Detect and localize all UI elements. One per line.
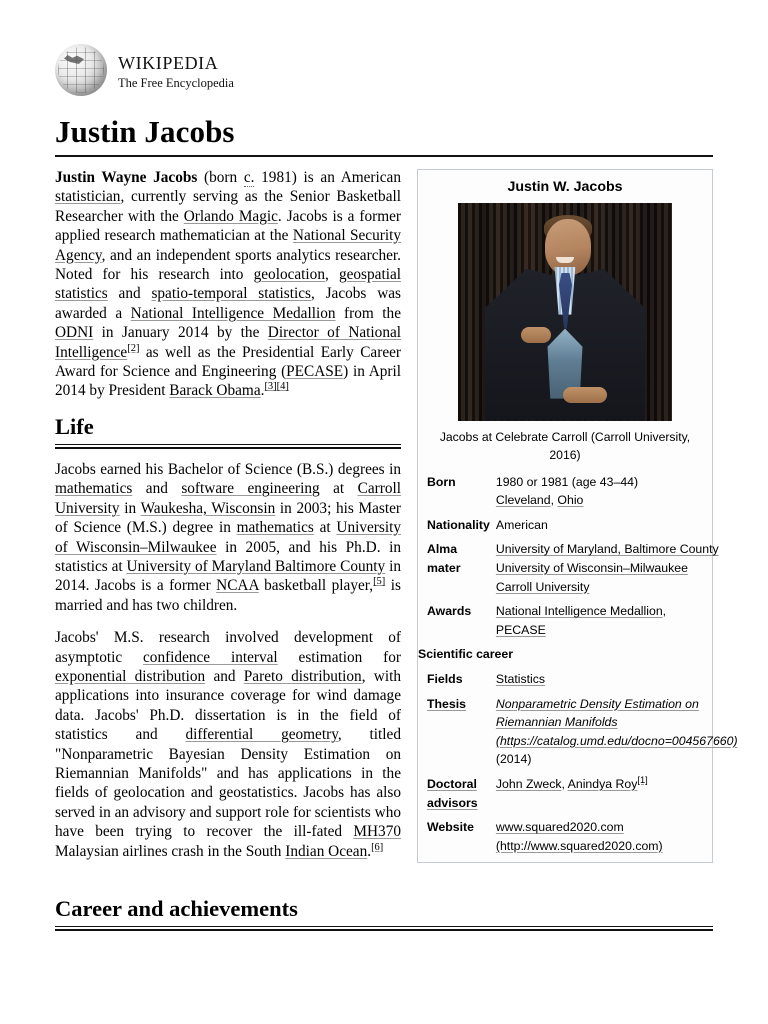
link-geospatial-statistics[interactable]: geospatial statistics (55, 266, 401, 303)
life-p1-t5: in 2003; his Master of Science (M.S.) degree in (55, 499, 401, 537)
link-exponential-distribution[interactable]: exponential distribution (55, 667, 206, 685)
alma-mater-link-3[interactable]: Carroll University (495, 579, 590, 594)
link-mh370[interactable]: MH370 (353, 823, 401, 841)
section-heading-career: Career and achievements (55, 896, 298, 921)
infobox-caption: Jacobs at Celebrate Carroll (Carroll University, 2016) (439, 429, 691, 462)
subject-name: Justin Wayne Jacobs (55, 169, 198, 186)
infobox-row-awards (418, 599, 747, 642)
wikipedia-globe-icon[interactable] (55, 44, 107, 96)
reference-marker-5[interactable]: [6] (371, 841, 384, 853)
reference-marker-3[interactable]: [3][4] (264, 381, 289, 393)
link-mathematics-1[interactable]: mathematics (55, 480, 133, 498)
link-indian-ocean[interactable]: Indian Ocean (285, 842, 368, 860)
life-p2-t6: Malaysian airlines crash in the South (55, 842, 286, 860)
infobox-value-alma-mater (496, 537, 747, 599)
link-umbc[interactable]: University of Maryland Baltimore County (126, 557, 386, 575)
infobox-value-born (496, 470, 747, 513)
award-separator: , (662, 604, 667, 619)
link-uw-milwaukee[interactable]: University of Wisconsin–Milwaukee (55, 519, 401, 556)
section-heading-life: Life (55, 413, 94, 439)
award-link-2[interactable]: PECASE (495, 622, 546, 637)
infobox-value-awards (496, 599, 747, 642)
lead-paragraph (55, 168, 401, 401)
infobox-value-fields (496, 667, 747, 692)
life-p1-t8: in 2014. Jacobs is a former (55, 557, 401, 595)
website-link[interactable]: www.squared2020.com (495, 820, 624, 835)
infobox-label-awards: Awards (427, 604, 472, 619)
link-pecase[interactable]: PECASE (286, 363, 344, 381)
link-software-engineering[interactable]: software engineering (181, 480, 320, 498)
link-national-security-agency[interactable]: National Security Agency (55, 227, 401, 264)
site-wordmark[interactable] (118, 44, 234, 91)
infobox-row-thesis (418, 692, 747, 772)
career-section-container (55, 874, 713, 931)
infobox-value-doctoral-advisors (496, 772, 747, 815)
infobox-label-alma-mater: Alma mater (427, 542, 461, 575)
infobox-label-fields: Fields (427, 671, 463, 686)
link-director-of-national-intelligence[interactable]: Director of National Intelligence (55, 324, 401, 361)
life-p1-t7: in 2005, and his Ph.D. in statistics at (55, 538, 401, 575)
born-separator: , (550, 493, 558, 508)
infobox-label-doctoral-advisors (418, 772, 496, 815)
reference-marker-2[interactable]: [2] (127, 342, 140, 354)
infobox-value-nationality: American (495, 517, 548, 532)
life-p1-t9: basketball player, (258, 577, 374, 595)
link-pareto-distribution[interactable]: Pareto distribution (243, 667, 362, 685)
infobox-image-container (418, 203, 712, 421)
lead-t4: . Jacobs is a former applied research mathematician at the (55, 207, 401, 245)
link-ncaa[interactable]: NCAA (216, 577, 259, 595)
infobox-row-doctoral-advisors (418, 772, 747, 815)
lead-t3: , currently serving as the Senior Basketball Researcher with the (55, 188, 401, 225)
website-url[interactable]: (http://www.squared2020.com) (495, 838, 663, 853)
advisor-link-2[interactable]: Anindya Roy (567, 776, 638, 791)
life-p1-t1: Jacobs earned his Bachelor of Science (B.S.) degrees in (55, 460, 401, 478)
infobox-photo[interactable] (458, 203, 672, 421)
reference-marker-1[interactable]: [1] (637, 774, 648, 785)
section-divider-career (55, 926, 713, 931)
lead-t7: and (107, 285, 152, 303)
life-p1-t3: at (319, 480, 358, 498)
article-text-column (55, 168, 401, 874)
thesis-title[interactable]: Nonparametric Density Estimation on Riemannian Manifolds (495, 696, 699, 730)
lead-t8: , Jacobs was awarded a (55, 285, 401, 322)
site-masthead (55, 44, 713, 102)
life-p2-t2: estimation for (277, 648, 401, 666)
link-national-intelligence-medallion[interactable]: National Intelligence Medallion (130, 304, 336, 322)
link-odni[interactable]: ODNI (55, 324, 94, 342)
section-divider-life (55, 444, 401, 449)
life-p2-t1: Jacobs' M.S. research involved development of asymptotic (55, 629, 401, 666)
life-p2-t4: , with applications into insurance coverage for wind damage data. Jacobs' Ph.D. dissertation is in the field of statistics and (55, 667, 401, 744)
thesis-year: (2014) (495, 752, 532, 767)
life-p2-t3: and (205, 667, 244, 685)
lead-t2: 1981) is an American (254, 169, 401, 186)
link-orlando-magic[interactable]: Orlando Magic (183, 207, 278, 225)
link-geolocation[interactable]: geolocation (253, 266, 325, 284)
born-state-link[interactable]: Ohio (557, 493, 584, 508)
photo-smile (556, 257, 574, 263)
infobox-section-header-row (418, 642, 747, 667)
lead-t1: (born (197, 169, 244, 186)
reference-marker-4[interactable]: [5] (373, 576, 386, 588)
thesis-label-link[interactable]: Thesis (427, 696, 466, 711)
link-spatio-temporal-statistics[interactable]: spatio-temporal statistics (151, 285, 311, 303)
photo-head (545, 219, 591, 275)
alma-mater-link-2[interactable]: University of Wisconsin–Milwaukee (495, 560, 688, 575)
infobox-title: Justin W. Jacobs (507, 179, 623, 195)
page-title: Justin Jacobs (55, 114, 235, 149)
link-differential-geometry[interactable]: differential geometry (185, 726, 338, 744)
title-divider (55, 155, 713, 157)
photo-hand-left (521, 327, 551, 343)
life-paragraph-1 (55, 460, 401, 615)
link-statistician[interactable]: statistician (55, 188, 121, 206)
lead-t11: as well as the Presidential Early Career Award for Science and Engineering ( (55, 343, 401, 381)
infobox (417, 169, 738, 863)
infobox-value-website (496, 815, 747, 858)
infobox-label-thesis (418, 692, 496, 772)
life-paragraph-2 (55, 628, 401, 861)
life-p2-t5: , titled "Nonparametric Bayesian Density Estimation on Riemannian Manifolds" and has applications in the fields of geolocation and geostatistics. Jacobs has also served in an advisory and support role for scientists who have been trying to recover the ill-fated (55, 726, 401, 841)
life-p2-t7: . (367, 842, 372, 860)
infobox-label-website: Website (427, 820, 474, 835)
born-date: 1980 or 1981 (age 43–44) (495, 474, 639, 489)
life-p1-t6: at (313, 519, 337, 537)
born-city-link[interactable]: Cleveland (495, 493, 551, 508)
photo-hand-right (563, 387, 607, 403)
link-carroll-university[interactable]: Carroll University (55, 480, 401, 517)
life-p1-t10: is married and has two children. (55, 577, 401, 614)
alma-mater-link-1[interactable]: University of Maryland, Baltimore County (495, 542, 719, 557)
lead-t6: , (324, 266, 339, 284)
site-name: wikipedia (118, 48, 219, 75)
link-waukesha-wisconsin[interactable]: Waukesha, Wisconsin (140, 499, 276, 517)
lead-t10: in January 2014 by the (93, 324, 268, 342)
infobox-row-alma-mater (418, 537, 747, 599)
article-body (55, 168, 738, 931)
infobox-table (418, 470, 747, 859)
thesis-url[interactable]: (https://catalog.umd.edu/docno=004567660) (495, 733, 738, 748)
infobox-label-born: Born (427, 474, 456, 489)
link-mathematics-2[interactable]: mathematics (236, 519, 314, 537)
infobox-row-born (418, 470, 747, 513)
infobox-label-nationality: Nationality (427, 517, 490, 532)
infobox-value-thesis (496, 692, 747, 772)
life-p1-t4: in (119, 499, 141, 517)
doctoral-advisors-label-link[interactable]: Doctoral advisors (427, 776, 478, 810)
circa-abbr: c. (243, 169, 255, 186)
fields-link[interactable]: Statistics (495, 671, 546, 686)
lead-t12: ) in April 2014 by President (55, 363, 401, 400)
infobox-row-nationality (418, 513, 747, 538)
lead-t9: from the (335, 304, 401, 322)
link-barack-obama[interactable]: Barack Obama (169, 382, 261, 400)
link-confidence-interval[interactable]: confidence interval (143, 648, 278, 666)
life-p1-t2: and (132, 480, 182, 498)
lead-t5: , and an independent sports analytics researcher. Noted for his research into (55, 246, 401, 284)
lead-t13: . (260, 382, 265, 400)
site-tagline: The Free Encyclopedia (118, 76, 234, 90)
award-link-1[interactable]: National Intelligence Medallion (495, 604, 663, 619)
infobox-row-website (418, 815, 747, 858)
advisor-link-1[interactable]: John Zweck (495, 776, 562, 791)
advisor-separator: , (561, 776, 568, 791)
infobox-section-header: Scientific career (418, 647, 514, 662)
infobox-row-fields (418, 667, 747, 692)
